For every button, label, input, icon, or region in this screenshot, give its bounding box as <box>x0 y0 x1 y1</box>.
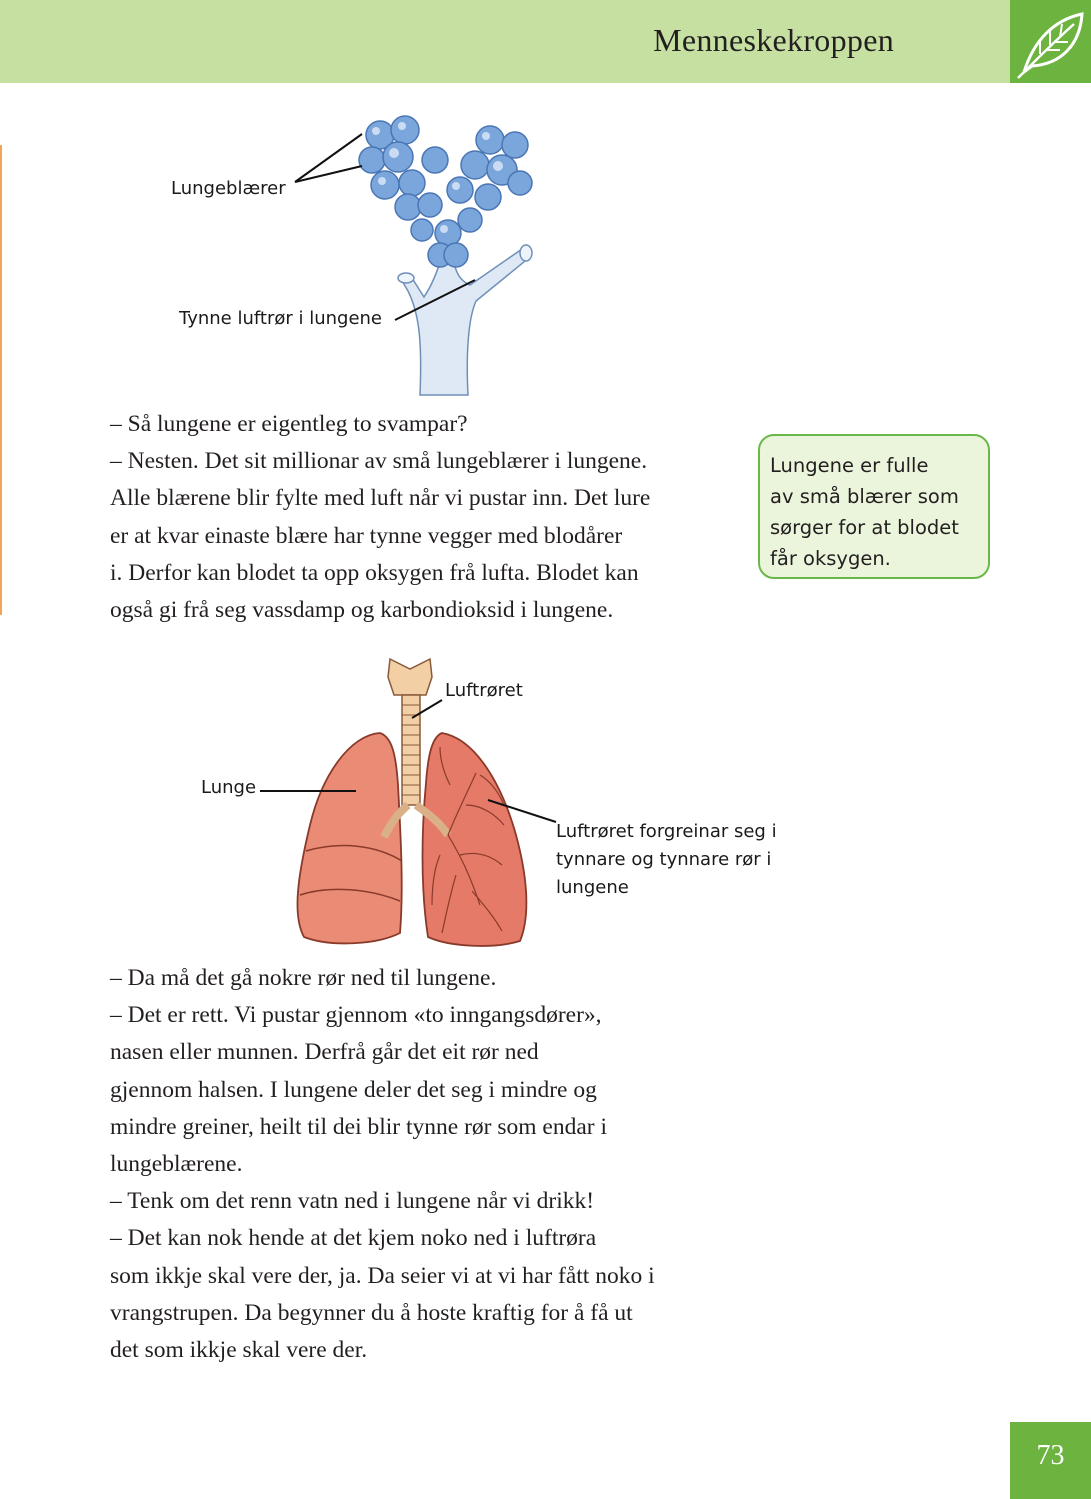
page-number-box <box>1010 1422 1091 1499</box>
note-line: får oksygen. <box>770 547 891 570</box>
paragraph-2 <box>110 960 730 1369</box>
text-line: det som ikkje skal vere der. <box>110 1337 368 1364</box>
text-line: – Så lungene er eigentleg to svampar? <box>110 411 468 437</box>
branches-label <box>556 818 777 902</box>
alveoli-label: Lungeblærer <box>171 178 286 199</box>
branches-label-line: tynnare og tynnare rør i <box>556 849 772 870</box>
text-line: er at kvar einaste blære har tynne vegger med blodårer <box>110 522 623 549</box>
text-line: – Det er rett. Vi pustar gjennom «to inngangsdører», <box>110 1002 602 1029</box>
bronchioles-label: Tynne luftrør i lungene <box>179 308 383 329</box>
lung-label: Lunge <box>201 777 257 798</box>
text-line: som ikkje skal vere der, ja. Da seier vi at vi har fått noko i <box>110 1262 655 1289</box>
text-line: mindre greiner, heilt til dei blir tynne rør som endar i <box>110 1113 607 1140</box>
chapter-title: Menneskekroppen <box>653 22 894 58</box>
note-line: sørger for at blodet <box>770 516 959 539</box>
text-line: nasen eller munnen. Derfrå går det eit rør ned <box>110 1039 539 1066</box>
text-line: – Da må det gå nokre rør ned til lungene. <box>110 965 497 991</box>
text-line: også gi frå seg vassdamp og karbondioksid i lungene. <box>110 597 614 624</box>
branches-label-line: lungene <box>556 877 629 898</box>
note-line: av små blærer som <box>770 485 959 508</box>
trachea-label: Luftrøret <box>445 680 523 701</box>
page-number: 73 <box>1036 1440 1065 1471</box>
text-line: – Tenk om det renn vatn ned i lungene når vi drikk! <box>110 1188 595 1215</box>
text-line: gjennom halsen. I lungene deler det seg i mindre og <box>110 1076 597 1103</box>
text-line: lungeblærene. <box>110 1151 243 1178</box>
branches-label-line: Luftrøret forgreinar seg i <box>556 821 777 842</box>
text-line: – Nesten. Det sit millionar av små lungeblærer i lungene. <box>110 448 648 475</box>
text-line: – Det kan nok hende at det kjem noko ned i luftrøra <box>110 1225 597 1252</box>
text-line: Alle blærene blir fylte med luft når vi pustar inn. Det lure <box>110 485 651 512</box>
note-line: Lungene er fulle <box>770 454 929 477</box>
text-line: vrangstrupen. Da begynner du å hoste kraftig for å få ut <box>110 1299 633 1326</box>
text-line: i. Derfor kan blodet ta opp oksygen frå lufta. Blodet kan <box>110 559 639 586</box>
